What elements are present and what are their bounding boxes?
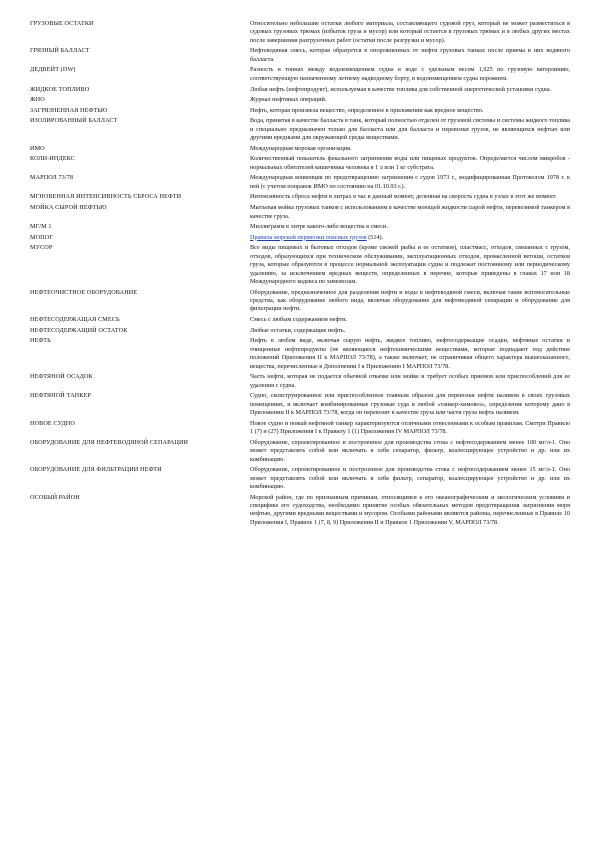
- glossary-definition: Международная конвенция по предотвращению загрязнения с судов 1973 г., модифицированная Протоколом 1978 г. к ней (с учетом поправок ИМО по состоянию на 01.10.93 г.).: [250, 174, 570, 190]
- glossary-term: ОСОБЫЙ РАЙОН: [30, 493, 80, 501]
- glossary-definition: Любые остатки, содержащие нефть.: [250, 326, 346, 334]
- glossary-row: [30, 373, 570, 390]
- glossary-definition: Морской район, где по признанным причинам, относящимся к его океанографическим и экологическим условиям и специфике его судоходства, необходимо принятие особых обязательных методов предотвращения загрязнения моря нефтью, другими вредными веществами и мусором. Особыми районами являются районы, перечисленные в Правиле 10 Приложения I, Правиле 1 (7, 8, 9) Приложения II и Правиле 1 Приложения V, МАРПОЛ 73/78.: [250, 493, 570, 526]
- glossary-term: НЕФТЕСОДЕРЖАЩАЯ СМЕСЬ: [30, 316, 120, 324]
- glossary-definition: Нефтеводяная смесь, которая образуется в опорожненных от нефти грузовых танках после приема в них водяного балласта.: [250, 47, 570, 63]
- glossary-definition: Вода, принятая в качестве балласта в танк, который полностью отделен от грузовой системы и системы жидкого топлива и специально предназначен только для балласта или для балласта и перевозки грузов, не являющихся нефтью или другими вредными для окружающей среды веществами.: [250, 117, 571, 142]
- glossary-definition: Оборудование, спроектированное и построенное для производства стока с нефтесодержанием менее 15 мг/л-1. Оно может представлять собой или включать в себя фильтр, сепаратор, коалесцирующее устройство и др. или их комбинацию.: [250, 466, 570, 490]
- glossary-table: [30, 20, 570, 529]
- glossary-row: [30, 289, 570, 314]
- glossary-row: [30, 420, 570, 437]
- glossary-term: НЕФТЕСОДЕРЖАЩИЙ ОСТАТОК: [30, 326, 128, 334]
- glossary-definition: Количественный показатель фекального загрязнения воды или пищевых продуктов. Определяется числом микробов - нормальных обитателей кишечника человека в 1 л или 1 кг субстрата.: [250, 155, 570, 171]
- glossary-definition: Смесь с любым содержанием нефти.: [250, 316, 348, 324]
- glossary-row: [30, 337, 570, 371]
- glossary-row: [30, 47, 570, 64]
- glossary-definition: Нефть в любом виде, включая сырую нефть, жидкое топливо, нефтесодержащие осадки, нефтяные остатки и очищенные нефтепродукты (не являющиеся нефтехимическими веществами, которые подпадают под действие положений Приложения II к МАРПОЛ 73/78), а также включает, не ограничивая общего характера вышесказанного, вещества, перечисленные в Дополнении I к Приложению I МАРПОЛ 73/78.: [250, 337, 570, 370]
- glossary-definition: Интенсивность сброса нефти в литрах в час в данный момент, деленная на скорость судна в узлах в этот же момент.: [250, 193, 557, 201]
- glossary-term: ЖНО: [30, 96, 45, 104]
- definition-suffix: (514).: [366, 233, 384, 241]
- glossary-row: [30, 96, 570, 104]
- glossary-term: ОБОРУДОВАНИЕ ДЛЯ НЕФТЕВОДЯНОЙ СЕПАРАЦИИ: [30, 438, 189, 446]
- glossary-term: КОЛИ-ИНДЕКС: [30, 155, 75, 163]
- glossary-term: МГНОВЕННАЯ ИНТЕНСИВНОСТЬ СБРОСА НЕФТИ: [30, 193, 182, 201]
- glossary-term: ГРУЗОВЫЕ ОСТАТКИ: [30, 20, 94, 27]
- glossary-definition: Миллиграмм в литре какого-либо вещества в смеси.: [250, 223, 388, 231]
- glossary-term: МГ/М 1: [30, 223, 52, 231]
- glossary-row: [30, 174, 570, 191]
- glossary-row: [30, 244, 570, 286]
- glossary-row: [30, 439, 570, 464]
- glossary-definition: Журнал нефтяных операций.: [250, 96, 327, 104]
- glossary-row: [30, 145, 570, 153]
- glossary-row: [30, 494, 570, 528]
- glossary-term: МОЙКА СЫРОЙ НЕФТЬЮ: [30, 204, 107, 212]
- glossary-definition: Мытьевая мойка грузовых танков с использованием в качестве моющей жидкости сырой нефти, перевозимой танкером в качестве груза.: [250, 204, 570, 220]
- glossary-row: [30, 20, 570, 45]
- glossary-row: [30, 66, 570, 83]
- glossary-row: [30, 223, 570, 231]
- glossary-row: [30, 327, 570, 335]
- glossary-term: ЖИДКОЕ ТОПЛИВО: [30, 85, 90, 93]
- glossary-row: [30, 107, 570, 115]
- glossary-term: ДЕДВЕЙТ (DW): [30, 66, 76, 74]
- definition-link[interactable]: Правила морской перевозки опасных грузов: [250, 233, 367, 241]
- glossary-definition: Любая нефть (нефтепродукт), используемая в качестве топлива для собственной энергетической установки судна.: [250, 85, 552, 93]
- glossary-term: МУСОР: [30, 244, 53, 252]
- glossary-definition: Разность в тоннах между водоизмещением судна в воде с удельным весом 1,025 по грузовую ватерлинию, соответствующую назначенному летнему надводному борту, и водоизмещением судна порожнем.: [250, 66, 570, 82]
- glossary-term: НЕФТЯНОЙ ТАНКЕР: [30, 392, 91, 400]
- glossary-row: [30, 86, 570, 94]
- glossary-definition: Оборудование, спроектированное и построенное для производства стока с нефтесодержанием менее 100 мг/л-1. Оно может представлять собой или включать в себя сепаратор, фильтр, коалесцирующее устройство и др. или их комбинацию.: [250, 438, 570, 463]
- glossary-term: ОБОРУДОВАНИЕ ДЛЯ ФИЛЬТРАЦИИ НЕФТИ: [30, 466, 162, 474]
- glossary-term: НОВОЕ СУДНО: [30, 419, 75, 427]
- glossary-term: МОПОГ: [30, 233, 53, 241]
- glossary-row: [30, 316, 570, 324]
- glossary-term: МАРПОЛ 73/78: [30, 174, 74, 182]
- glossary-row: [30, 234, 570, 242]
- glossary-term: ЗАГРЯЗНЕННАЯ НЕФТЬЮ: [30, 106, 108, 114]
- glossary-term: НЕФТЬ: [30, 337, 51, 345]
- glossary-row: [30, 117, 570, 142]
- glossary-term: ИМО: [30, 144, 45, 152]
- glossary-row: [30, 466, 570, 491]
- glossary-definition: Новое судно и новый нефтяной танкер характеризуются отличными отнесенными к особым правилам. Смотри Правило 1 (7) и (27) Приложения I к Правилу 1 (1) Приложения IV МАРПОЛ 73/78.: [250, 419, 570, 436]
- glossary-term: НЕФТЕОЧИСТНОЕ ОБОРУДОВАНИЕ: [30, 288, 138, 296]
- glossary-term: ИЗОЛИРОВАННЫЙ БАЛЛАСТ: [30, 117, 118, 125]
- glossary-definition: Судно, сконструированное или приспособленное главным образом для перевозки нефти наливом в своих грузовых помещениях, и включает комбинированные грузовые суда и любой «танкер-химовоз», определение которому дано в Приложении II к МАРПОЛ 73/78, когда он перевозит в качестве груза или части груза нефть наливом.: [250, 392, 570, 417]
- glossary-definition: Все виды пищевых и бытовых отходов (кроме свежей рыбы и ее остатков), пластмасс, отходов, связанных с грузом, отходов, образующихся при техническом обслуживании, эксплуатационных отходов, промасленной ветоши, остатков груза, которые образуются в процессе нормальной эксплуатации судна и подлежат постоянному или периодическому удалению, за исключением вредных веществ, определенных в перечне, которые приведены в главах 17 или 18 Международного кодекса по химовозам.: [250, 244, 570, 286]
- glossary-row: [30, 392, 570, 417]
- glossary-row: [30, 193, 570, 201]
- glossary-definition: Часть нефти, которая не подается обычной откачке или мойке и требует особых приемов или приспособлений для ее удаления с судна.: [250, 373, 570, 389]
- glossary-definition: Оборудование, предназначенное для разделения нефти и воды в нефтеводяной смеси, включая такие вспомогательные средства, как оборудование любого вида, включая оборудование для нефтеводяной сепарации и оборудование для фильтрации нефти.: [250, 288, 570, 313]
- glossary-row: [30, 155, 570, 172]
- glossary-row: [30, 204, 570, 221]
- glossary-definition: Нефть, которая произвела вещество, определенное в приложении как вредное вещество.: [250, 106, 484, 114]
- glossary-definition: Международная морская организация.: [250, 144, 352, 152]
- glossary-definition: [250, 234, 570, 242]
- glossary-term: ГРЯЗНЫЙ БАЛЛАСТ: [30, 47, 90, 55]
- glossary-definition: Относительно небольшие остатки любого материала, составляющего судовой груз, который не может разместиться в судовых грузовых трюмах (избыток груза и мусор) или который остается в грузовых трюмах и в любых других местах после завершения разгрузочных работ (остатки после разгрузки и мусор).: [250, 20, 570, 44]
- glossary-term: НЕФТЯНОЙ ОСАДОК: [30, 373, 93, 381]
